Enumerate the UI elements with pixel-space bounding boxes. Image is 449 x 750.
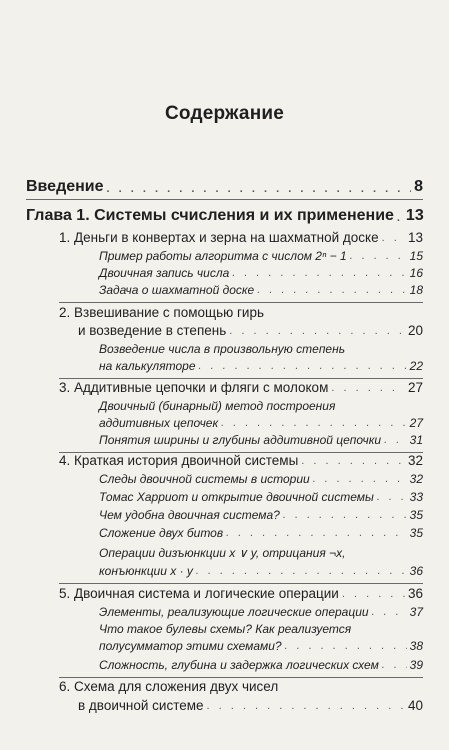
toc-entry-page: 22 xyxy=(409,359,423,373)
dot-leader xyxy=(107,183,412,196)
toc-entry-text: на калькуляторе xyxy=(99,359,196,373)
toc-entry-intro xyxy=(26,178,423,196)
toc-entry-page: 15 xyxy=(409,249,423,263)
toc-entry-page: 18 xyxy=(409,283,423,297)
toc-entry-text: Двоичный (бинарный) метод построения xyxy=(99,399,336,413)
toc-entry-page: 20 xyxy=(407,323,423,338)
toc-entry-text: Двоичная запись числа xyxy=(99,266,230,280)
toc-entry-text: полусумматор этими схемами? xyxy=(99,639,282,653)
toc-entry-text: Возведение числа в произвольную степень xyxy=(99,342,346,356)
divider xyxy=(26,199,423,200)
toc-entry-page: 13 xyxy=(405,207,424,224)
toc-entry-page: 32 xyxy=(409,472,423,486)
dot-leader xyxy=(397,212,403,225)
toc-entry-text: конъюнкции x · y xyxy=(99,564,193,578)
dot-leader xyxy=(257,284,406,297)
toc-entry-subsection xyxy=(99,526,423,540)
toc-entry-text: Введение xyxy=(26,178,104,195)
toc-entry-text: Что такое булевы схемы? Как реализуется xyxy=(99,622,352,636)
dot-leader xyxy=(207,700,405,713)
dot-leader xyxy=(301,455,405,468)
toc-entry-subsection xyxy=(99,605,423,619)
dot-leader xyxy=(199,360,407,373)
toc-entry-subsection-line-1 xyxy=(99,622,423,636)
toc-entry-subsection-line-2 xyxy=(99,416,423,430)
toc-entry-section-2-line-2 xyxy=(78,323,423,338)
toc-entry-text: Задача о шахматной доске xyxy=(99,283,255,297)
toc-entry-section-6-line-2 xyxy=(78,698,423,713)
toc-entry-page: 32 xyxy=(407,453,423,468)
divider xyxy=(59,583,423,584)
divider xyxy=(59,677,423,678)
dot-leader xyxy=(196,565,407,578)
toc-entry-subsection xyxy=(99,508,423,522)
toc-entry-page: 36 xyxy=(409,564,423,578)
toc-entry-text: и возведение в степень xyxy=(78,323,227,338)
toc-entry-section-1 xyxy=(59,230,423,245)
toc-entry-text: Элементы, реализующие логические операции xyxy=(99,605,369,619)
toc-entry-page: 16 xyxy=(409,266,423,280)
toc-entry-page: 13 xyxy=(407,230,423,245)
toc-entry-subsection-line-1 xyxy=(99,342,423,356)
page-title: Содержание xyxy=(164,103,285,124)
dot-leader xyxy=(229,325,405,338)
toc-entry-section-5 xyxy=(59,586,423,601)
toc-entry-text: 4. Краткая история двоичной системы xyxy=(59,453,299,468)
toc-entry-text: 6. Схема для сложения двух чисел xyxy=(59,679,279,694)
toc-entry-text: Глава 1. Системы счисления и их применение xyxy=(26,207,394,224)
toc-entry-section-4 xyxy=(59,453,423,468)
toc-entry-page: 27 xyxy=(409,416,423,430)
toc-entry-subsection-line-2 xyxy=(99,564,423,578)
dot-leader xyxy=(377,491,407,504)
toc-entry-text: Операции дизъюнкции x ∨ y, отрицания ¬x, xyxy=(99,546,346,560)
toc-entry-subsection xyxy=(99,472,423,486)
toc-entry-section-2-line-1 xyxy=(59,305,423,320)
toc-entry-subsection-line-2 xyxy=(99,639,423,653)
toc-entry-page: 39 xyxy=(409,658,423,672)
toc-entry-subsection xyxy=(99,249,423,263)
dot-leader xyxy=(384,434,407,447)
toc-entry-text: Томас Харриот и открытие двоичной системы xyxy=(99,490,374,504)
dot-leader xyxy=(232,267,406,280)
toc-entry-page: 31 xyxy=(409,433,423,447)
toc-entry-subsection xyxy=(99,658,423,672)
toc-entry-page: 38 xyxy=(409,639,423,653)
dot-leader xyxy=(283,509,407,522)
toc-entry-subsection xyxy=(99,433,423,447)
toc-entry-subsection xyxy=(99,283,423,297)
dot-leader xyxy=(382,232,405,245)
toc-entry-text: Сложение двух битов xyxy=(99,526,224,540)
toc-entry-text: 2. Взвешивание с помощью гирь xyxy=(59,305,265,320)
dot-leader xyxy=(226,527,407,540)
toc-entry-text: Понятия ширины и глубины аддитивной цепочки xyxy=(99,433,382,447)
toc-entry-subsection xyxy=(99,490,423,504)
dot-leader xyxy=(382,659,407,672)
toc-entry-subsection-line-1 xyxy=(99,399,423,413)
toc-entry-subsection-line-2 xyxy=(99,359,423,373)
toc-entry-page: 27 xyxy=(407,380,423,395)
divider xyxy=(59,378,423,379)
toc-entry-section-3 xyxy=(59,380,423,395)
toc-entry-text: Чем удобна двоичная система? xyxy=(99,508,280,522)
toc-entry-subsection xyxy=(99,266,423,280)
toc-entry-page: 37 xyxy=(409,605,423,619)
toc-entry-page: 35 xyxy=(409,526,423,540)
toc-entry-text: 1. Деньги в конвертах и зерна на шахматной доске xyxy=(59,230,379,245)
divider xyxy=(59,302,423,303)
toc-entry-page: 36 xyxy=(407,586,423,601)
toc-entry-page: 40 xyxy=(407,698,423,713)
toc-entry-text: 3. Аддитивные цепочки и фляги с молоком xyxy=(59,380,329,395)
toc-entry-text: 5. Двоичная система и логические операции xyxy=(59,586,339,601)
toc-entry-chapter-1 xyxy=(26,207,423,225)
toc-entry-page: 33 xyxy=(409,490,423,504)
dot-leader xyxy=(372,606,407,619)
toc-entry-text: Сложность, глубина и задержка логических схем xyxy=(99,658,379,672)
dot-leader xyxy=(285,640,407,653)
toc-entry-text: Следы двоичной системы в истории xyxy=(99,472,310,486)
dot-leader xyxy=(331,382,405,395)
toc-entry-subsection-line-1 xyxy=(99,546,423,560)
toc-entry-text: Пример работы алгоритма с числом 2ⁿ − 1 xyxy=(99,249,347,263)
toc-entry-section-6-line-1 xyxy=(59,679,423,694)
toc-entry-page: 35 xyxy=(409,508,423,522)
dot-leader xyxy=(342,588,405,601)
toc-entry-page: 8 xyxy=(414,178,423,195)
toc-entry-text: в двоичной системе xyxy=(78,698,204,713)
toc-entry-text: аддитивных цепочек xyxy=(99,416,219,430)
dot-leader xyxy=(221,417,407,430)
dot-leader xyxy=(313,473,407,486)
dot-leader xyxy=(350,250,407,263)
